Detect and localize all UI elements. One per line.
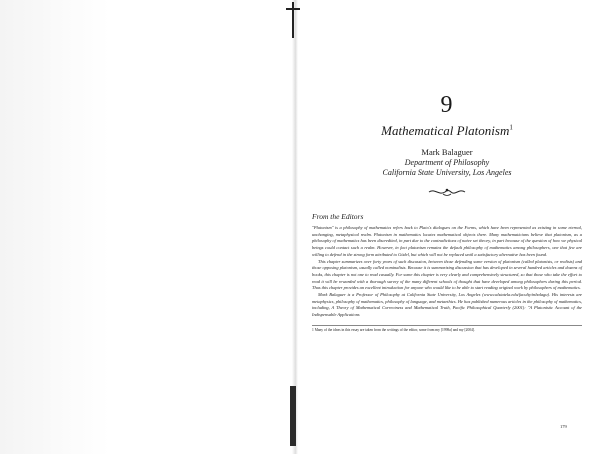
editors-paragraph-2: This chapter summarizes over forty years of such discussion, between those defending some version of platonism (called platonists, or realists) and those opposing platonism, usually called nominalists. Because it is summarizing discussion that has developed in several hundred articles and dozens of books, this chapter is not one to read casually. For some this chapter is very clearly and comprehensively structured, so that those who take the effort to read it will be rewarded with a thorough survey of the many different schools of thought that have developed among philosophers during this period. Thus this chapter provides an excellent introduction for anyone who would like to be able to start reading original work by philosophers of mathematics. bbox=[312, 258, 582, 291]
author-name: Mark Balaguer bbox=[421, 147, 473, 157]
footnote: 1 Many of the ideas in this essay are taken from the writings of the editor, some from my [1998a] and my [2004]. bbox=[312, 325, 582, 333]
chapter-title bbox=[312, 123, 582, 139]
chapter-title-text: Mathematical Platonism bbox=[381, 123, 510, 138]
scan-mark-bottom bbox=[290, 386, 296, 446]
scan-shadow-left bbox=[0, 0, 110, 454]
page-number: 179 bbox=[560, 424, 567, 429]
ornament-divider-icon bbox=[427, 186, 467, 198]
chapter-title-footnote-mark: 1 bbox=[509, 123, 513, 132]
editors-heading: From the Editors bbox=[312, 212, 364, 221]
book-page bbox=[312, 92, 582, 333]
chapter-number: 9 bbox=[440, 92, 454, 118]
author-department: Department of Philosophy bbox=[404, 158, 490, 167]
editors-paragraph-1: "Platonism" is a philosophy of mathematics refers back to Plato's dialogues on the Forms, which have been represented as existing in some eternal, unchanging, metaphysical realm. Platonism in mathematics locates mathematical objects there. Many mathematicians believe that platonism, as a philosophy of mathematics has been discredited, in part due to the contradictions of naive set theory, in part because of the question of how we physical beings could contact such a realm. However, in fact platonism remains the default philosophy of mathematics among philosophers, one that few are willing to defend in the strong form attributed to Gödel, but which will not be replaced until a satisfactory alternative has been found. bbox=[312, 225, 582, 257]
editors-paragraph-3: Mark Balaguer is a Professor of Philosophy at California State University, Los Angeles (www.calstatela.edu/faculty/mbalagu). His interests are metaphysics, philosophy of mathematics, philosophy of language, and metaethics. He has published numerous articles in the philosophy of mathematics, including, A Theory of Mathematical Correctness and Mathematical Truth, Pacific Philosophical Quarterly (2001): "A Platonistic Account of the Indispensable Applications bbox=[312, 292, 582, 318]
scan-mark-top bbox=[286, 2, 300, 38]
author-institution: California State University, Los Angeles bbox=[382, 168, 512, 177]
